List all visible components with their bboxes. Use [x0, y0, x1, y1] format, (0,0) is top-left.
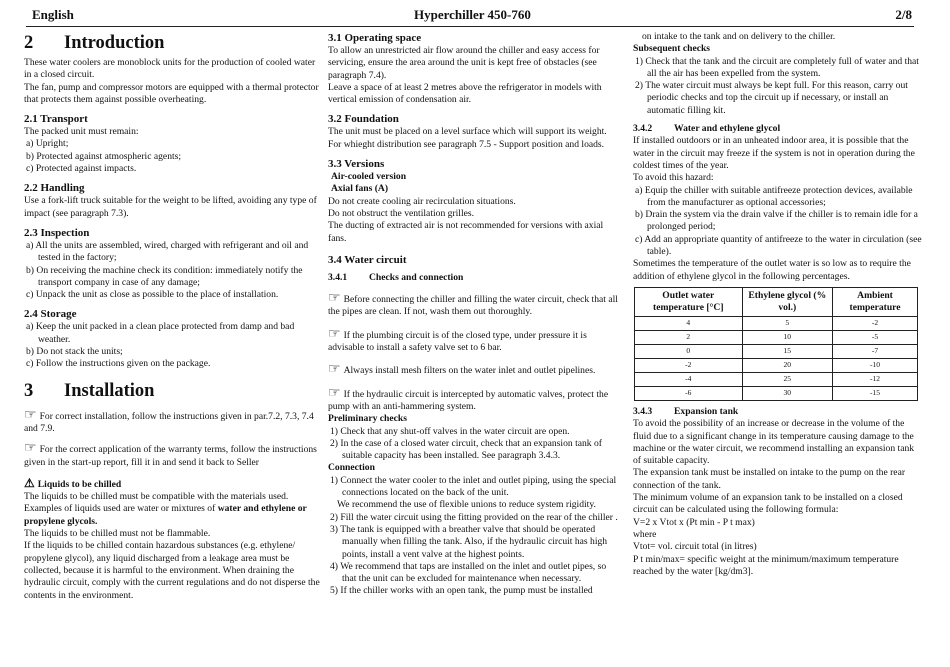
heading-storage: 2.4 Storage	[24, 308, 77, 321]
list-item: b) Drain the system via the drain valve if the chiller is to remain idle for a prolonged period;	[635, 209, 918, 233]
operating-paragraph: To allow an unrestricted air flow around the chiller and easy access for servicing, ensure the area around the unit is kept free of obstacles (see paragraph 7.4).	[328, 45, 600, 81]
subsequent-checks-heading: Subsequent checks	[633, 43, 711, 55]
list-item: c) Follow the instructions given on the package.	[26, 358, 211, 370]
table-cell: 0	[635, 344, 743, 358]
table-cell: -7	[833, 344, 918, 358]
glycol-table	[634, 287, 918, 401]
table-row	[635, 344, 918, 358]
table-row	[635, 316, 918, 330]
expansion-paragraph: The expansion tank must be installed on intake to the pump on the rear connection of the tank.	[633, 467, 906, 491]
list-item: We recommend the use of flexible unions to reduce system rigidity.	[337, 499, 596, 511]
installation-note: ☞ For correct installation, follow the instructions given in par.7.2, 7.3, 7.4 and 7.9.	[24, 407, 314, 434]
versions-subheading: Air-cooled version	[331, 171, 407, 183]
table-cell: -2	[833, 316, 918, 330]
list-item: a) Equip the chiller with suitable antifreeze protection devices, available from the manufacturer as optional accessories;	[635, 184, 913, 208]
versions-line: Do not obstruct the ventilation grilles.	[328, 207, 475, 219]
heading-checks-connection: 3.4.1 Checks and connection	[328, 271, 464, 283]
column-header: Outlet water temperature [°C]	[635, 287, 743, 316]
list-item: a) All the units are assembled, wired, charged with refrigerant and oil and tested in the factory;	[26, 239, 309, 264]
table-cell: 10	[742, 330, 833, 344]
table-cell: 2	[635, 330, 743, 344]
column-header: Ambient temperature	[833, 287, 918, 316]
connection-continuation: on intake to the tank and on delivery to the chiller.	[642, 31, 836, 42]
table-cell: 25	[742, 372, 833, 386]
pointing-hand-icon: ☞	[328, 291, 341, 307]
table-cell: 20	[742, 358, 833, 372]
list-item: a) Keep the unit packed in a clean place protected from damp and bad weather.	[26, 321, 295, 345]
list-item: b) Protected against atmospheric agents;	[26, 150, 182, 162]
table-cell: 30	[742, 386, 833, 400]
page-header	[26, 6, 914, 27]
pointing-hand-icon: ☞	[328, 385, 341, 401]
foundation-paragraph: The unit must be placed on a level surface which will support its weight.	[328, 126, 607, 138]
heading-operating-space: 3.1 Operating space	[328, 32, 422, 44]
glycol-paragraph: Sometimes the temperature of the outlet water is so low as to require the addition of ethylene glycol in the following percentages.	[633, 258, 911, 282]
pointing-hand-icon: ☞	[328, 362, 341, 378]
versions-line: The ducting of extracted air is not recommended for versions with axial fans.	[328, 220, 604, 244]
warranty-note: ☞ For the correct application of the warranty terms, follow the instructions given in the start-up report, fill it in and send it back to Seller	[24, 441, 317, 468]
expansion-paragraph: P t min/max= specific weight at the minimum/maximum temperature reached by the water [kg/dm3].	[633, 553, 899, 577]
versions-subheading: Axial fans (A)	[331, 183, 389, 195]
preliminary-checks-heading: Preliminary checks	[328, 413, 407, 425]
expansion-formula: V=2 x Vtot x (Pt min - P t max)	[633, 516, 755, 528]
list-item: c) Unpack the unit as close as possible to the place of installation.	[26, 289, 279, 301]
section-heading-introduction: 2 Introduction	[24, 33, 165, 53]
table-cell: -5	[833, 330, 918, 344]
section-heading-installation: 3 Installation	[24, 380, 155, 401]
list-item: 1) Connect the water cooler to the inlet and outlet piping, using the special connections located on the back of the unit.	[330, 474, 617, 499]
liquids-paragraph: If the liquids to be chilled contain hazardous substances (e.g. ethylene/ propylene glycol), any liquid discharged from a leakage area must be collected, because it is harmful to the environment. When draining the hydraulic circuit, comply with the current regulations and do not disperse the contents in the environment.	[24, 540, 320, 601]
list-item: 1) Check that any shut-off valves in the water circuit are open.	[330, 425, 570, 437]
liquids-paragraph: The liquids to be chilled must not be flammable.	[24, 528, 211, 540]
table-row	[635, 372, 918, 386]
intro-paragraph: These water coolers are monoblock units for the production of cooled water in a closed circuit.	[24, 57, 316, 81]
list-item: b) On receiving the machine check its condition: immediately notify the transport company in case of any damage;	[26, 264, 303, 288]
list-item: 1) Check that the tank and the circuit are completely full of water and that all the air has been expelled from the system.	[635, 55, 919, 79]
expansion-paragraph: To avoid the possibility of an increase or decrease in the volume of the fluid due to a significant change in its temperature causing damage to the machine or the water circuit, we recommend installing an expansion tank of suitable capacity.	[633, 418, 915, 467]
operating-paragraph: Leave a space of at least 2 metres above the refrigerator in models with vertical emission of condensation air.	[328, 81, 602, 106]
heading-foundation: 3.2 Foundation	[328, 113, 399, 126]
list-item: 2) The water circuit must always be kept full. For this reason, carry out periodic checks and top the circuit up if necessary, or install an automatic filling kit.	[635, 80, 908, 116]
intro-paragraph: The fan, pump and compressor motors are equipped with a thermal protector that protects them against possible overheating.	[24, 81, 319, 105]
handling-text: Use a fork-lift truck suitable for the weight to be lifted, avoiding any type of impact (see paragraph 7.3).	[24, 195, 317, 219]
header-language: English	[32, 7, 74, 22]
water-note: ☞ Before connecting the chiller and filling the water circuit, check that all the pipes are clean. If not, wash them out thoroughly.	[328, 291, 618, 318]
table-cell: -4	[635, 372, 743, 386]
table-cell: -10	[833, 358, 918, 372]
list-item: b) Do not stack the units;	[26, 346, 123, 358]
column-header: Ethylene glycol (% vol.)	[742, 287, 833, 316]
heading-versions: 3.3 Versions	[328, 158, 385, 171]
water-note: ☞ If the hydraulic circuit is intercepted by automatic valves, protect the pump with an anti-hammering system.	[328, 385, 609, 412]
heading-expansion-tank: 3.4.3 Expansion tank	[633, 405, 739, 417]
header-page-number: 2/8	[895, 7, 912, 22]
pointing-hand-icon: ☞	[24, 441, 37, 457]
table-cell: -15	[833, 386, 918, 400]
versions-line: Do not create cooling air recirculation situations.	[328, 195, 516, 207]
heading-inspection: 2.3 Inspection	[24, 226, 90, 239]
expansion-paragraph: Vtot= vol. circuit total (in litres)	[633, 541, 757, 553]
heading-water-glycol: 3.4.2 Water and ethylene glycol	[633, 123, 781, 135]
table-cell: -6	[635, 386, 743, 400]
connection-heading: Connection	[328, 462, 375, 474]
liquids-paragraph: The liquids to be chilled must be compatible with the materials used. Examples of liquids used are water or mixtures of water and ethylene or propylene glycols.	[24, 491, 307, 527]
pointing-hand-icon: ☞	[328, 326, 341, 342]
list-item: 5) If the chiller works with an open tank, the pump must be installed	[330, 585, 593, 597]
list-item: 2) In the case of a closed water circuit, check that an expansion tank of suitable capacity has been installed. See paragraph 3.4.3.	[330, 437, 602, 462]
table-cell: 5	[742, 316, 833, 330]
water-note: ☞ If the plumbing circuit is of the closed type, under pressure it is advisable to install a safety valve set to 6 bar.	[328, 326, 587, 354]
water-note: ☞ Always install mesh filters on the water inlet and outlet pipelines.	[328, 362, 596, 378]
table-row	[635, 358, 918, 372]
header-title: Hyperchiller 450-760	[414, 7, 531, 22]
expansion-paragraph: The minimum volume of an expansion tank to be installed on a closed circuit can be calculated using the following formula:	[633, 492, 903, 516]
expansion-paragraph: where	[633, 528, 657, 540]
table-row	[635, 386, 918, 400]
heading-transport: 2.1 Transport	[24, 113, 88, 126]
foundation-paragraph: For whieght distribution see paragraph 7.5 - Support position and loads.	[328, 138, 605, 150]
table-row	[635, 330, 918, 344]
table-cell: -2	[635, 358, 743, 372]
heading-water-circuit: 3.4 Water circuit	[328, 253, 407, 266]
table-cell: 4	[635, 316, 743, 330]
liquids-heading: ⚠ Liquids to be chilled	[24, 475, 122, 490]
transport-lead: The packed unit must remain:	[24, 126, 139, 138]
heading-handling: 2.2 Handling	[24, 182, 85, 195]
column-right	[633, 31, 923, 578]
glycol-paragraph: If installed outdoors or in an unheated indoor area, it is possible that the water in the circuit may freeze if the system is not in operation during the coldest times of the year.	[633, 135, 915, 171]
table-header-row	[635, 287, 918, 316]
list-item: c) Add an appropriate quantity of antifreeze to the water in circulation (see table).	[635, 233, 922, 258]
list-item: 2) Fill the water circuit using the fitting provided on the rear of the chiller .	[330, 511, 618, 523]
list-item: 3) The tank is equipped with a breather valve that should be operated manually when filling the tank. Also, if the hydraulic circuit has high points, install a vent valve at the highest points.	[330, 523, 608, 560]
list-item: 4) We recommend that taps are installed on the inlet and outlet pipes, so that the unit can be excluded for maintenance when necessary.	[330, 560, 607, 585]
glycol-paragraph: To avoid this hazard:	[633, 172, 714, 184]
warning-triangle-icon: ⚠	[24, 475, 35, 490]
list-item: a) Upright;	[26, 138, 69, 150]
column-middle	[328, 31, 620, 598]
pointing-hand-icon: ☞	[24, 407, 37, 423]
column-left	[24, 30, 320, 602]
table-cell: 15	[742, 344, 833, 358]
table-cell: -12	[833, 372, 918, 386]
list-item: c) Protected against impacts.	[26, 163, 137, 175]
